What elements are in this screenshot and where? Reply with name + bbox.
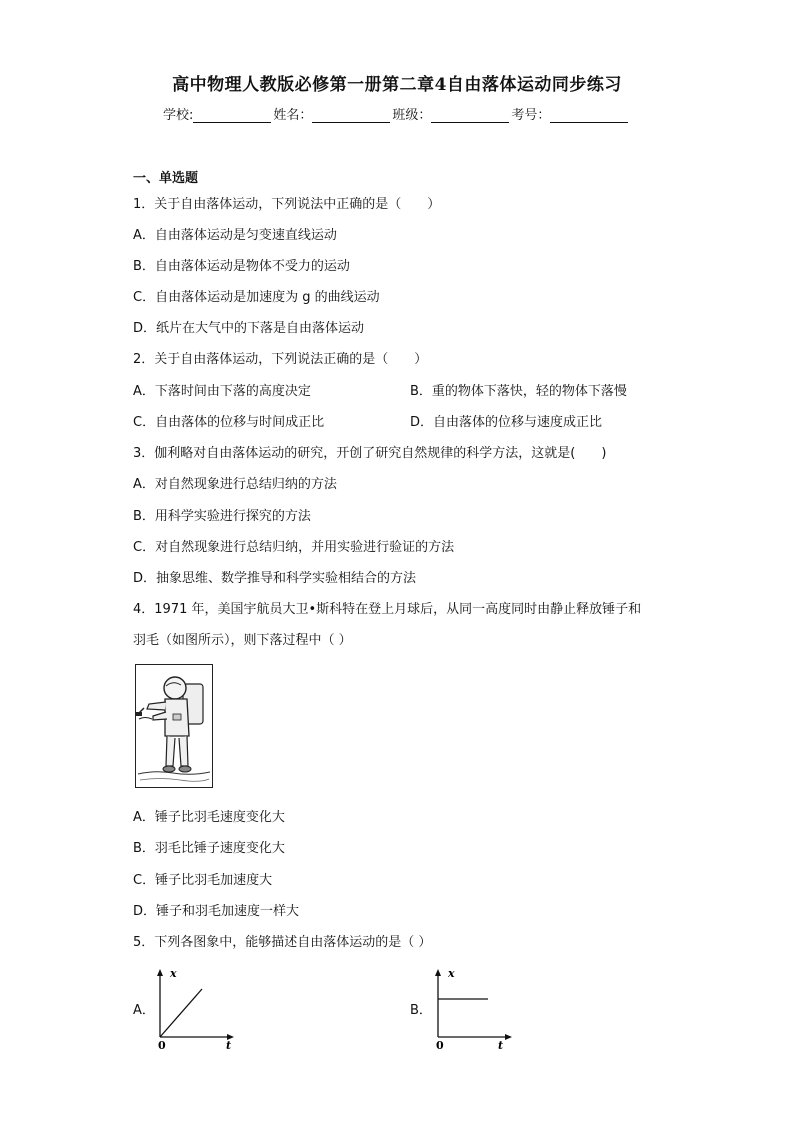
section-heading: 一、单选题	[133, 171, 199, 186]
graph-a	[150, 965, 240, 1053]
question-2-option-c: C．自由落体的位移与时间成正比	[133, 415, 325, 430]
class-blank	[431, 108, 509, 123]
school-label: 学校:	[163, 108, 194, 123]
question-2-option-a: A．下落时间由下落的高度决定	[133, 384, 311, 399]
question-3-option-c: C．对自然现象进行总结归纳，并用实验进行验证的方法	[133, 540, 455, 555]
question-2-option-d: D．自由落体的位移与速度成正比	[410, 415, 603, 430]
astronaut-illustration	[135, 664, 213, 788]
question-1-option-a: A．自由落体运动是匀变速直线运动	[133, 228, 337, 243]
question-4-stem-line-2: 羽毛（如图所示），则下落过程中（ ）	[133, 633, 352, 648]
question-3-option-b: B．用科学实验进行探究的方法	[133, 509, 311, 524]
graph-a-origin-label: 0	[158, 1039, 166, 1052]
page-title: 高中物理人教版必修第一册第二章4自由落体运动同步练习	[172, 75, 622, 95]
question-1-option-b: B．自由落体运动是物体不受力的运动	[133, 259, 350, 274]
graph-b-option-label: B．	[410, 1003, 432, 1018]
name-blank	[312, 108, 390, 123]
question-4-option-a: A．锤子比羽毛速度变化大	[133, 810, 285, 825]
question-4-option-d: D．锤子和羽毛加速度一样大	[133, 904, 300, 919]
class-label: 班级：	[392, 108, 432, 123]
question-4-option-b: B．羽毛比锤子速度变化大	[133, 841, 285, 856]
graph-a-y-axis-label: x	[170, 967, 177, 980]
graph-b	[428, 965, 518, 1053]
question-5-stem: 5．下列各图象中，能够描述自由落体运动的是（ ）	[133, 935, 432, 950]
question-4-option-c: C．锤子比羽毛加速度大	[133, 873, 273, 888]
graph-b-origin-label: 0	[436, 1039, 444, 1052]
student-info-row	[163, 104, 630, 123]
graph-a-x-axis-label: t	[226, 1039, 232, 1052]
graph-a-option-label: A．	[133, 1003, 155, 1018]
school-blank	[193, 108, 271, 123]
question-4-stem-line-1: 4．1971 年，美国宇航员大卫•斯科特在登上月球后，从同一高度同时由静止释放锤子和	[133, 602, 642, 617]
name-label: 姓名：	[273, 108, 313, 123]
graph-b-y-axis-label: x	[448, 967, 455, 980]
question-2-option-b: B．重的物体下落快，轻的物体下落慢	[410, 384, 627, 399]
question-1-option-c: C．自由落体运动是加速度为 g 的曲线运动	[133, 290, 380, 305]
question-1-option-d: D．纸片在大气中的下落是自由落体运动	[133, 321, 365, 336]
exam-number-label: 考号：	[511, 108, 551, 123]
question-3-stem: 3．伽利略对自由落体运动的研究，开创了研究自然规律的科学方法，这就是( )	[133, 446, 607, 461]
question-3-option-a: A．对自然现象进行总结归纳的方法	[133, 477, 337, 492]
question-2-stem: 2．关于自由落体运动，下列说法正确的是（ ）	[133, 352, 428, 367]
question-3-option-d: D．抽象思维、数学推导和科学实验相结合的方法	[133, 571, 417, 586]
question-1-stem: 1．关于自由落体运动，下列说法中正确的是（ ）	[133, 197, 441, 212]
graph-b-x-axis-label: t	[498, 1039, 504, 1052]
exam-number-blank	[550, 108, 628, 123]
